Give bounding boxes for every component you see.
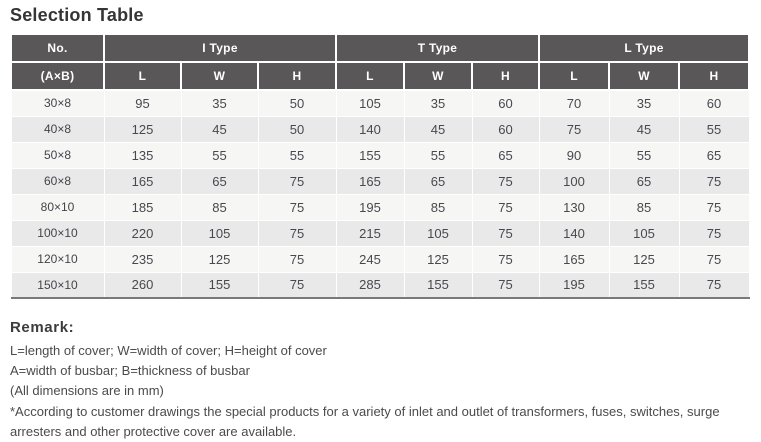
value-cell: 155 [336,142,404,168]
value-cell: 130 [539,194,609,220]
header-i-l: L [104,62,181,90]
value-cell: 135 [104,142,181,168]
header-sub-row [11,62,749,90]
value-cell: 85 [609,194,679,220]
value-cell: 50 [258,90,336,116]
value-cell: 75 [679,220,749,246]
table-row [11,168,749,194]
value-cell: 45 [181,116,258,142]
value-cell: 50 [258,116,336,142]
value-cell: 75 [258,194,336,220]
value-cell: 100 [539,168,609,194]
value-cell: 260 [104,272,181,298]
table-row [11,220,749,246]
value-cell: 125 [609,246,679,272]
value-cell: 85 [404,194,472,220]
value-cell: 60 [472,90,539,116]
header-t-w: W [404,62,472,90]
value-cell: 165 [539,246,609,272]
value-cell: 35 [181,90,258,116]
value-cell: 140 [336,116,404,142]
value-cell: 45 [404,116,472,142]
value-cell: 105 [181,220,258,246]
value-cell: 105 [404,220,472,246]
value-cell: 70 [539,90,609,116]
row-no: 80×10 [11,194,104,220]
value-cell: 75 [679,194,749,220]
value-cell: 245 [336,246,404,272]
value-cell: 35 [609,90,679,116]
header-l-l: L [539,62,609,90]
row-no: 120×10 [11,246,104,272]
value-cell: 195 [336,194,404,220]
table-row [11,246,749,272]
header-i-w: W [181,62,258,90]
header-t-l: L [336,62,404,90]
value-cell: 65 [472,142,539,168]
value-cell: 65 [609,168,679,194]
value-cell: 65 [181,168,258,194]
value-cell: 75 [472,194,539,220]
value-cell: 75 [258,220,336,246]
header-axb: (A×B) [11,62,104,90]
value-cell: 55 [181,142,258,168]
row-no: 30×8 [11,90,104,116]
value-cell: 155 [609,272,679,298]
header-t-h: H [472,62,539,90]
remark-heading: Remark: [10,319,75,336]
remark-line-units: (All dimensions are in mm) [10,383,164,398]
header-l-w: W [609,62,679,90]
value-cell: 95 [104,90,181,116]
value-cell: 105 [609,220,679,246]
value-cell: 75 [472,168,539,194]
header-group-row [11,34,749,62]
value-cell: 85 [181,194,258,220]
value-cell: 215 [336,220,404,246]
value-cell: 55 [609,142,679,168]
row-no: 40×8 [11,116,104,142]
value-cell: 125 [181,246,258,272]
header-i-h: H [258,62,336,90]
row-no: 150×10 [11,272,104,298]
remark-section [10,319,751,442]
value-cell: 125 [404,246,472,272]
header-no: No. [11,34,104,62]
value-cell: 75 [679,246,749,272]
value-cell: 140 [539,220,609,246]
value-cell: 35 [404,90,472,116]
row-no: 50×8 [11,142,104,168]
value-cell: 165 [336,168,404,194]
value-cell: 55 [258,142,336,168]
table-row [11,194,749,220]
row-no: 100×10 [11,220,104,246]
value-cell: 155 [404,272,472,298]
value-cell: 60 [472,116,539,142]
value-cell: 235 [104,246,181,272]
value-cell: 60 [679,90,749,116]
value-cell: 165 [104,168,181,194]
value-cell: 75 [258,168,336,194]
page-title: Selection Table [10,5,144,25]
table-row [11,116,749,142]
value-cell: 220 [104,220,181,246]
header-l-h: H [679,62,749,90]
table-header [11,34,749,90]
value-cell: 75 [472,246,539,272]
value-cell: 75 [258,246,336,272]
value-cell: 155 [181,272,258,298]
value-cell: 55 [679,116,749,142]
value-cell: 75 [472,272,539,298]
value-cell: 75 [258,272,336,298]
value-cell: 45 [609,116,679,142]
remark-line-ab: A=width of busbar; B=thickness of busbar [10,363,250,378]
table-row [11,272,749,298]
table-row [11,142,749,168]
value-cell: 75 [679,168,749,194]
value-cell: 75 [539,116,609,142]
value-cell: 75 [472,220,539,246]
value-cell: 195 [539,272,609,298]
value-cell: 285 [336,272,404,298]
value-cell: 125 [104,116,181,142]
row-no: 60×8 [11,168,104,194]
header-group-i-type: I Type [104,34,336,62]
header-group-l-type: L Type [539,34,749,62]
table-body [11,90,749,298]
value-cell: 105 [336,90,404,116]
value-cell: 65 [679,142,749,168]
table-row [11,90,749,116]
value-cell: 90 [539,142,609,168]
header-group-t-type: T Type [336,34,539,62]
value-cell: 65 [404,168,472,194]
remark-line-lwh: L=length of cover; W=width of cover; H=height of cover [10,343,327,358]
value-cell: 185 [104,194,181,220]
remark-note: *According to customer drawings the special products for a variety of inlet and outlet of transformers, fuses, switches, surge arresters and other protective cover are available. [10,404,720,439]
value-cell: 55 [404,142,472,168]
value-cell: 75 [679,272,749,298]
selection-table [10,33,750,299]
